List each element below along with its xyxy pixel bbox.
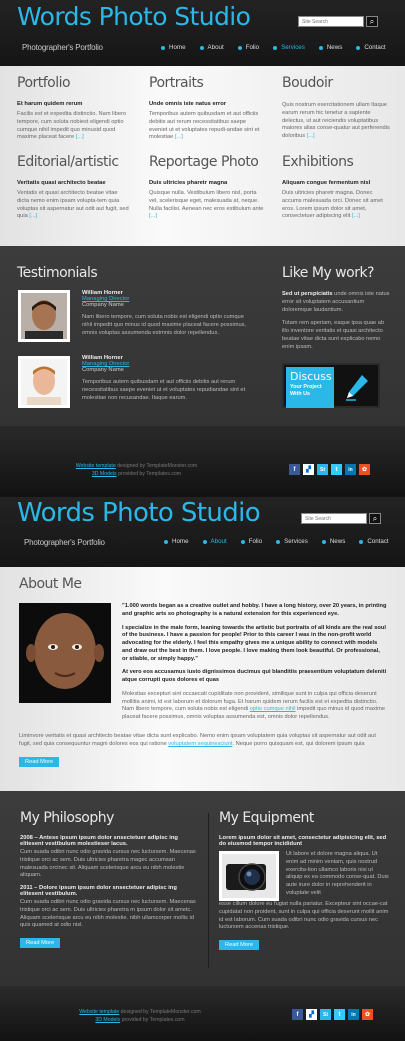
service-title: Portfolio [17, 75, 71, 91]
service-boudoir [282, 76, 392, 141]
models-link[interactable]: 3D Models [91, 471, 117, 478]
services-section [0, 66, 405, 246]
header [0, 497, 405, 567]
footer-credits [74, 462, 199, 479]
more-link[interactable]: [...] [306, 133, 315, 139]
equipment [219, 811, 389, 950]
footer-text: provided by Templates.com [116, 471, 182, 478]
like-text: unde omnis iste natus error sit voluptatem accusantium doloremque laudantium. [282, 291, 390, 313]
testimonial-photo [18, 290, 70, 342]
philosophy-lead-2: 2011 – Dolore ipsum ipsum dolor snsectetuer adipisc ing elitesent vestibulum. [20, 885, 177, 897]
template-link[interactable]: Website template [75, 463, 116, 469]
nav-services[interactable]: Services [273, 44, 305, 51]
footer-text: designed by TemplateMonster.com [119, 1009, 201, 1015]
about-text-1b: impedit quo minus id quod maxime placeat facere possimus, omnis voluptas assumenda est, omnis dolor repellendus. [122, 706, 386, 720]
twitter-icon[interactable]: t [334, 1009, 345, 1020]
discuss-panel [286, 367, 334, 408]
testimonial-2 [82, 355, 252, 402]
about-text-2b: . Neque porro quisquam est, qui dolorem ipsum quia [232, 740, 365, 747]
more-link[interactable]: [...] [75, 134, 84, 141]
main-nav [161, 44, 400, 51]
service-lead: Duis ultricies pharetr magna [149, 180, 228, 186]
search-box [301, 513, 381, 524]
like-text-2: Totam rem aperiam, eaque ipsa quae ab illo inventore veritatis et quasi architecto beatae vitae dicta sunt explicabo nemo enim ipsam. [282, 320, 385, 350]
facebook-icon[interactable]: f [292, 1009, 303, 1020]
footer-text: designed by TemplateMonster.com [115, 463, 198, 469]
linkedin-icon[interactable]: in [345, 464, 356, 475]
footer-credits [76, 1008, 204, 1025]
service-title: Boudoir [282, 75, 333, 91]
camera-lens-image [222, 854, 276, 898]
testimonials-section [0, 246, 405, 426]
discuss-sub: Your Project With Us [290, 384, 322, 398]
testimonial-name: William Horner [82, 290, 123, 296]
footer [0, 426, 405, 497]
testimonial-company: Company Name [82, 302, 124, 308]
delicious-icon[interactable]: ▞ [303, 464, 314, 475]
service-lead: Unde omnis iste natus error [149, 101, 226, 107]
site-logo[interactable]: Words Photo Studio [17, 498, 261, 528]
philosophy-text-1: Cum suada odibri nunc odio gravida cursus nec luctursem. Maecenas tristique orci ac sem. Duis ultricies pharetra magec accumsan malesuada orcinec sit. Aliquam scelerisque arcu eu nibh molestie aliquam. [20, 849, 196, 879]
nav-about[interactable]: About [200, 44, 224, 51]
read-more-button[interactable]: Read More [19, 757, 59, 767]
nav-news[interactable]: News [322, 538, 345, 545]
like-lead: Sed ut perspiciatis [282, 291, 333, 297]
philosophy-lead-1: 2008 – Antese ipsum ipsum dolor snsectetuer adipisc ing elitesent vestibulum molestieser lacus. [20, 835, 178, 847]
pen-icon [344, 373, 370, 401]
stumbleupon-icon[interactable]: St [320, 1009, 331, 1020]
service-reportage [149, 155, 265, 221]
equipment-side-text: Ut labore et dolore magna aliqua. Ut enim ad minim veniam, quis nostrud exercita-tion ullamco laboris nisi ut aliquip ex ea commodo conse-quat. Duis aute irure dolor in reprehenderit in voluptate velit [286, 851, 389, 896]
site-tagline: Photographer's Portfolio [24, 538, 105, 547]
service-lead: Et harum quidem rerum [17, 101, 83, 107]
portrait-image [19, 603, 111, 703]
template-link[interactable]: Website template [79, 1009, 120, 1015]
search-input[interactable] [298, 16, 364, 27]
about-bold-2: I specialize in the male form, leaning towards the artistic but portraits of all kinds are the real soul of the business. I have a passion for people! Prior to this career I was in the non-profit world advocating for the elderly. I feel this empathy gives me a unique ability to connect with models and draw out the best in them. I love people. I love making them look beautiful. Or professional, or stiable, or simply happy." [122, 624, 386, 662]
about-bold-3: At vero eos accusamus iusto dignissimos ducimus qui blanditiis praesentium voluptatum deleniti atque corrupti quos dolores et quas [122, 669, 387, 683]
read-more-button[interactable]: Read More [20, 938, 60, 948]
reddit-icon[interactable]: ✿ [359, 464, 370, 475]
about-title: About Me [19, 576, 82, 592]
search-input[interactable] [301, 513, 367, 524]
service-portfolio [17, 76, 130, 142]
models-link[interactable]: 3D Models [95, 1017, 121, 1024]
footer [0, 986, 405, 1041]
philosophy-text-2: Cum suada odibri nunc odio gravida cursus nec luctursem. Maecenas tristique orci ac sem. Duis ultricies pharetra m ipsum dolor sit ametc. Aliquam scelerisque arcu eu nibh molestie. nibh ullamcorper mollis id quis quamed at odio nisl. [20, 899, 196, 929]
service-title: Reportage Photo [149, 154, 259, 170]
service-text: Temporibus autem quibusdam et aut officiis debitis aut rerum necessitatibus saepe eveniet ut et voluptates repudi-andae sint et molestiae [149, 111, 260, 141]
search-icon[interactable]: ⌕ [369, 513, 381, 524]
social-links [292, 1009, 373, 1020]
testimonial-company: Company Name [82, 367, 124, 373]
nav-folio[interactable]: Folio [238, 44, 259, 51]
nav-contact[interactable]: Contact [359, 538, 388, 545]
about-link-1[interactable]: optio cumque nihil [249, 706, 296, 713]
discuss-button[interactable] [282, 363, 380, 408]
nav-services[interactable]: Services [276, 538, 308, 545]
service-title: Exhibitions [282, 154, 354, 170]
about-text-1: Molestias excepturi sint occaecati cupiditate non provident, similique sunt in culpa qui officia deserunt mollitia animi, id est laborum et dolorum fuga. Et harum quidem rerum facilis est et expedita distinctio. Nam libero tempore, cum soluta nobis est eligendi [122, 690, 378, 713]
service-portraits [149, 76, 265, 142]
equipment-title: My Equipment [219, 810, 314, 826]
service-text: Quisque nulla. Vestibulum libero nisl, porta vel, scelerisque eget, malesuada at, neque. Nulla facilisi. Aenean nec eros estibulum ante [149, 190, 264, 212]
service-exhibitions [282, 155, 392, 221]
philosophy-title: My Philosophy [20, 810, 114, 826]
nav-contact[interactable]: Contact [356, 44, 385, 51]
linkedin-icon[interactable]: in [348, 1009, 359, 1020]
nav-news[interactable]: News [319, 44, 342, 51]
testimonial-text: Nam libero tempore, cum soluta nobis est eligendi optio cumque nihil impedit quo minus id quod maxime placeat facere possimus, omnis voluptas assumenda estmnis dolor repellendus. [82, 314, 247, 336]
twitter-icon[interactable]: t [331, 464, 342, 475]
equipment-text: esse cillum dolore eu fugiat nulla pariatur. Excepteur sint occae-cat cupidatat non proident, sunt in culpa qui officia deserunt mollit anim id est laborum. Cum suada odibri nunc odio gravida cursus nec luctursem accenas tristique. [219, 901, 389, 931]
nav-home[interactable]: Home [164, 538, 189, 545]
about-text-2: Liminvore veritatis et quasi architecto beatae vitae dicta sunt explicabo. Nemo enim ipsam voluptatem quia voluptas sit aspernatur aut odit aut fugit, sed quia consequuntur magni dolores eos qui ratione [19, 733, 376, 747]
about-link-2[interactable]: voluptatem sequinesciunt [168, 740, 233, 747]
service-title: Portraits [149, 75, 204, 91]
service-text: Ventatis et quasi architecto beatae vitae dicta nemo enim ipsam volupta-tem quia voluptas sit aspernatur aut odit aut fugit, sed quia [17, 190, 129, 220]
equipment-lead: Lorem ipsum dolor sit amet, consectetur adipisicing elit, sed do eiusmod tempor incididunt [219, 835, 387, 847]
search-icon[interactable]: ⌕ [366, 16, 378, 27]
testimonials-title: Testimonials [17, 265, 98, 281]
more-link[interactable]: [...] [149, 213, 157, 220]
about-more [19, 733, 389, 767]
about-bold-1: "1.000 words began as a creative outlet and hobby. I have a long history, over 20 years, in printing and graphic arts so photography is a natural extension for this experienced eye. [122, 603, 387, 617]
search-box [298, 16, 378, 27]
like-title: Like My work? [282, 265, 374, 281]
philosophy [20, 811, 197, 948]
footer-text: provided by Templates.com [120, 1017, 185, 1024]
service-text: Quis nostrum exercitationem ullam Itaque earum rerum hic tenetur a sapiente delectus, ut aut reiciendis voluptatibus maiores alias conse-quatur aut perferendis doloribus [282, 102, 390, 139]
service-title: Editorial/artistic [17, 154, 119, 170]
stumbleupon-icon[interactable]: St [317, 464, 328, 475]
facebook-icon[interactable]: f [289, 464, 300, 475]
nav-folio[interactable]: Folio [241, 538, 262, 545]
main-nav [164, 538, 403, 545]
testimonial-role-link[interactable]: Managing Director [82, 296, 130, 302]
equipment-photo [219, 851, 279, 901]
portrait-image [21, 293, 67, 339]
nav-home[interactable]: Home [161, 44, 186, 51]
more-link[interactable]: [...] [29, 213, 38, 220]
divider [208, 813, 209, 968]
header [0, 0, 405, 66]
delicious-icon[interactable]: ▞ [306, 1009, 317, 1020]
service-lead: Veritatis quasi architecto beatae [17, 180, 106, 186]
testimonial-role-link[interactable]: Managing Director [82, 361, 130, 367]
testimonial-photo [18, 356, 70, 408]
reddit-icon[interactable]: ✿ [362, 1009, 373, 1020]
discuss-label: Discuss [290, 370, 332, 384]
read-more-button[interactable]: Read More [219, 940, 259, 950]
about-photo [19, 603, 111, 703]
testimonial-1 [82, 290, 252, 337]
service-text: Facilis est et expedita distinctio. Nam libero tempore, cum soluta nobiest eligendi optio cumque nihil impedit quo minusid quod maxime placeat facere [17, 111, 127, 141]
social-links [289, 464, 370, 475]
more-link[interactable]: [...] [174, 134, 183, 141]
testimonial-text: Temporibus autem quibusdam et aut officiis debitis aut rerum necessitatibus saepe eveniet ut et voluptates repudiandae sint et molestiae non recusandae. Itaque earum. [82, 379, 246, 401]
testimonial-name: William Horner [82, 355, 123, 361]
service-lead: Aliquam congue fermentum nisl [282, 180, 371, 186]
portrait-image [21, 359, 67, 405]
like-my-work [282, 266, 392, 408]
more-link[interactable]: [...] [351, 213, 360, 220]
about-intro [122, 603, 387, 722]
about-section [0, 567, 405, 791]
service-editorial [17, 155, 130, 221]
philosophy-equipment-section [0, 791, 405, 986]
site-logo[interactable]: Words Photo Studio [17, 2, 251, 31]
site-tagline: Photographer's Portfolio [22, 43, 103, 52]
nav-about[interactable]: About [203, 538, 227, 545]
service-text: Duis ultricies pharetr magna. Donec accums malesuada orci. Donec sit amet eros. Lorem ipsum dolor sit amet, consectetuer adipiscing elit [282, 190, 383, 220]
